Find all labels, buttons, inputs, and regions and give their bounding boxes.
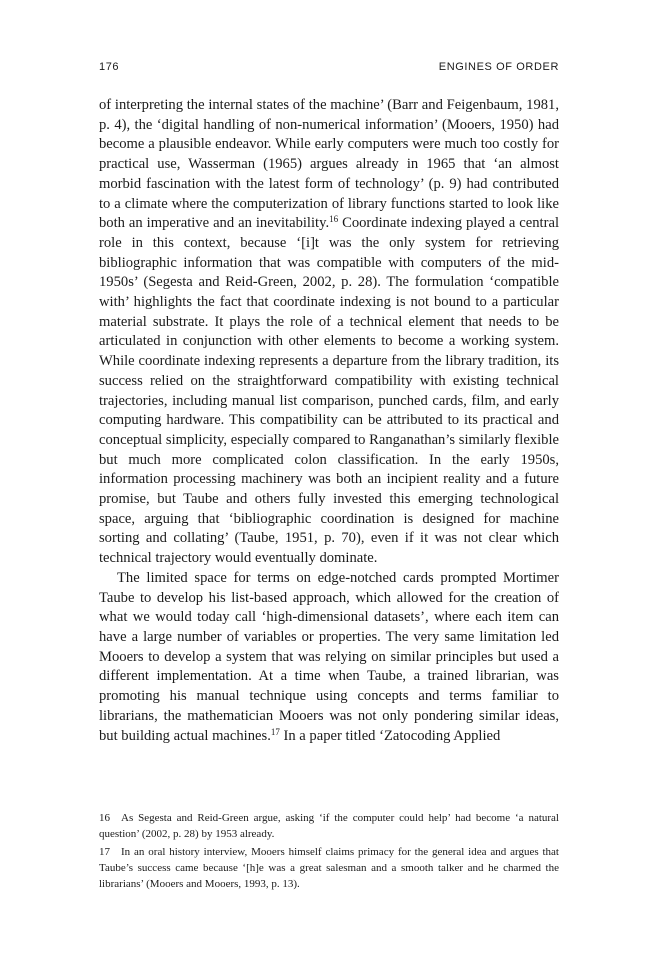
body-text (99, 96, 559, 746)
footnote-text: In an oral history interview, Mooers himself claims primacy for the general idea and argues that Taube’s success came because ‘[h]e was a great salesman and a smooth talker and he charmed the librarians’ (Mooers and Mooers, 1993, p. 13). (99, 846, 559, 890)
footnote-reference-17[interactable]: 17 (270, 726, 280, 737)
paragraph-text: of interpreting the internal states of the machine’ (Barr and Feigenbaum, 1981, p. 4), the ‘digital handling of non-numerical information’ (Mooers, 1950) had become a plausible endeavor. While early computers were much too costly for practical use, Wasserman (1965) argues already in 1965 that ‘an almost morbid fascination with the latest form of technology’ (p. 9) had contributed to a climate where the computerization of library functions started to look like both an imperative and an inevitability. (99, 97, 559, 232)
paragraph (99, 96, 559, 569)
footnotes (99, 811, 559, 896)
paragraph-text: The limited space for terms on edge-notched cards prompted Mortimer Taube to develop his list-based approach, which allowed for the creation of what we would today call ‘high-dimensional datasets’, where each item can have a large number of variables or properties. The very same limitation led Mooers to develop a system that was relying on similar principles but used a different implementation. At a time when Taube, a trained librarian, was promoting his manual technique using concepts and terms familiar to librarians, the mathematician Mooers was not only pondering similar ideas, but building actual machines. (99, 569, 559, 744)
running-head: ENGINES OF ORDER (438, 61, 559, 73)
paragraph-text: In a paper titled ‘Zatocoding Applied (279, 727, 501, 744)
footnote-reference-16[interactable]: 16 (329, 214, 339, 225)
footnote-number: 17 (99, 846, 110, 859)
footnote-17 (99, 845, 559, 892)
page-header (99, 61, 559, 77)
footnote-number: 16 (99, 812, 110, 824)
page-number: 176 (99, 61, 120, 73)
footnote-16 (99, 811, 559, 842)
footnote-text: As Segesta and Reid-Green argue, asking ‘if the computer could help’ had become ‘a natural question’ (2002, p. 28) by 1953 already. (99, 812, 559, 840)
paragraph-text: Coordinate indexing played a central role in this context, because ‘[i]t was the only system for retrieving bibliographic information that was compatible with computers of the mid-1950s’ (Segesta and Reid-Green, 2002, p. 28). The formulation ‘compatible with’ highlights the fact that coordinate indexing is not bound to a particular material substrate. It plays the role of a technical element that needs to be articulated in conjunction with other elements to become a working system. While coordinate indexing represents a departure from the library tradition, its success relied on the straightforward compatibility with existing technical trajectories, including manual list comparison, punched cards, film, and early computing hardware. This compatibility can be attributed to its practical and conceptual simplicity, especially compared to Ranganathan’s similarly flexible but much more complicated colon classification. In the early 1950s, information processing machinery was both an incipient reality and a future promise, but Taube and others fully invested this emerging technological space, arguing that ‘bibliographic coordination is designed for machine sorting and collating’ (Taube, 1951, p. 70), even if it was not clear which technical trajectory would eventually dominate. (99, 215, 560, 567)
paragraph (99, 569, 559, 746)
